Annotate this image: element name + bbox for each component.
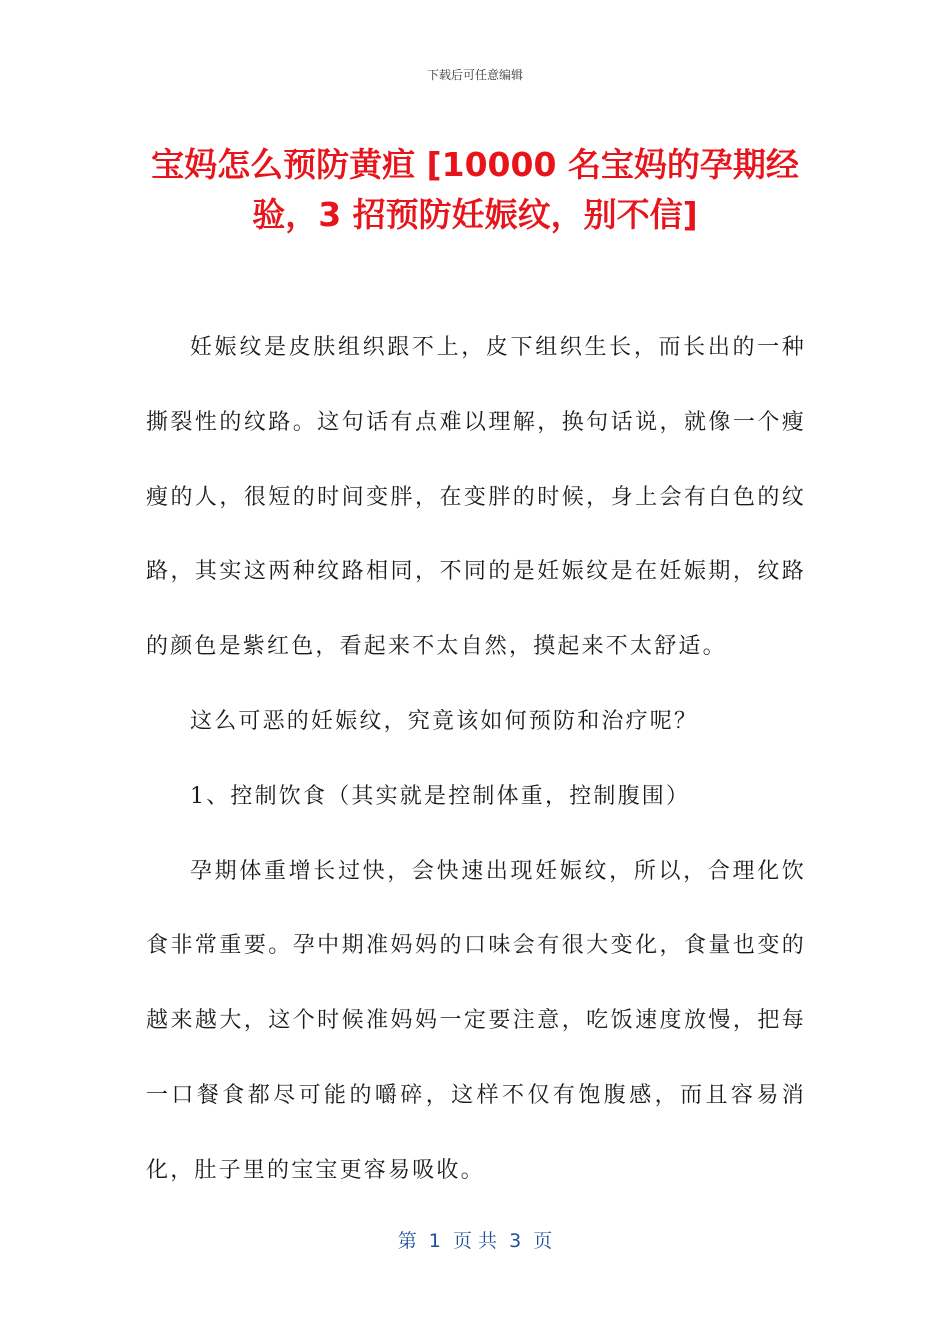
header-note: 下载后可任意编辑 (426, 68, 523, 82)
document-title: 宝妈怎么预防黄疸 [10000 名宝妈的孕期经验，3 招预防妊娠纹，别不信] (151, 145, 799, 234)
paragraph: 这么可恶的妊娠纹，究竟该如何预防和治疗呢？ (190, 708, 699, 734)
paragraph: 妊娠纹是皮肤组织跟不上，皮下组织生长，而长出的一种撕裂性的纹路。这句话有点难以理解，换句话说，就像一个瘦瘦的人，很短的时间变胖，在变胖的时候，身上会有白色的纹路，其实这两种纹路相同，不同的是妊娠纹是在妊娠期，纹路的颜色是紫红色，看起来不太自然，摸起来不太舒适。 (146, 335, 806, 660)
document-body (146, 311, 806, 1209)
paragraph: 孕期体重增长过快，会快速出现妊娠纹，所以，合理化饮食非常重要。孕中期准妈妈的口味会有很大变化，食量也变的越来越大，这个时候准妈妈一定要注意，吃饭速度放慢，把每一口餐食都尽可能的嚼碎，这样不仅有饱腹感，而且容易消化，肚子里的宝宝更容易吸收。 (146, 858, 806, 1183)
section-heading: 1、控制饮食（其实就是控制体重，控制腹围） (190, 783, 691, 809)
page-number-footer: 第 1 页 共 3 页 (397, 1230, 553, 1252)
